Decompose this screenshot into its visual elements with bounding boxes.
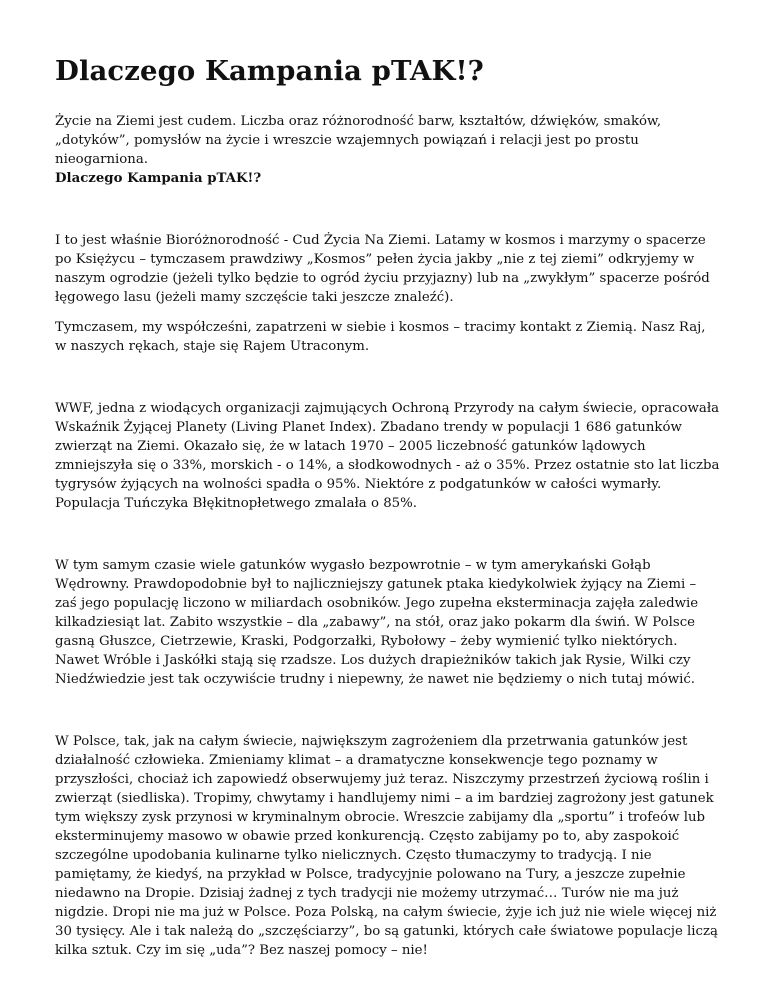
paragraph-human-threat: W Polsce, tak, jak na całym świecie, największym zagrożeniem dla przetrwania gatunków jest działalność człowieka. Zmieniamy klimat – a dramatyczne konsekwencje tego poznamy w przyszłości, chociaż ich zapowiedź obserwujemy już teraz. Niszczymy przestrzeń życiową roślin i zwierząt (siedliska). Tropimy, chwytamy i handlujemy nimi – a im bardziej zagrożony jest gatunek tym większy zysk przynosi w kryminalnym obrocie. Wreszcie zabijamy dla „sportu” i trofeów lub eksterminujemy masowo w obawie przed konkurencją. Często zabijamy po to, aby zaspokoić szczególne upodobania kulinarne tylko nielicznych. Często tłumaczymy to tradycją. I nie pamiętamy, że kiedyś, na przykład w Polsce, tradycyjnie polowano na Tury, a jeszcze zupełnie niedawno na Dropie. Dzisiaj żadnej z tych tradycji nie możemy utrzymać… Turów nie ma już nigdzie. Dropi nie ma już w Polsce. Poza Polską, na całym świecie, żyje ich już nie wiele więcej niż 30 tysięcy. Ale i tak należą do „szczęściarzy”, bo są gatunki, których całe światowe populacje liczą kilka sztuk. Czy im się „uda”? Bez naszej pomocy – nie! xyxy=(55,734,718,958)
paragraph-paradise-lost: Tymczasem, my współcześni, zapatrzeni w siebie i kosmos – tracimy kontakt z Ziemią. Nasz Raj, w naszych rękach, staje się Rajem Utraconym. xyxy=(55,320,706,354)
paragraph-intro: Życie na Ziemi jest cudem. Liczba oraz różnorodność barw, kształtów, dźwięków, smaków, „dotyków”, pomysłów na życie i wreszcie wzajemnych powiązań i relacji jest po prostu nieogarniona. xyxy=(55,114,662,167)
paragraph-biodiversity: I to jest właśnie Bioróżnorodność - Cud Życia Na Ziemi. Latamy w kosmos i marzymy o spacerze po Księżycu – tymczasem prawdziwy „Kosmos” pełen życia jakby „nie z tej ziemi” odkryjemy w naszym ogrodzie (jeżeli tylko będzie to ogród życiu przyjazny) lub na „zwykłym” spacerze pośród łęgowego lasu (jeżeli mamy szczęście taki jeszcze znaleźć). xyxy=(55,233,710,305)
document-page xyxy=(55,48,720,960)
paragraph-extinction: W tym samym czasie wiele gatunków wygasło bezpowrotnie – w tym amerykański Gołąb Wędrowny. Prawdopodobnie był to najliczniejszy gatunek ptaka kiedykolwiek żyjący na Ziemi – zaś jego populację liczono w miliardach osobników. Jego zupełna eksterminacja zajęła zaledwie kilkadziesiąt lat. Zabito wszystkie – dla „zabawy”, na stół, oraz jako pokarm dla świń. W Polsce gasną Głuszce, Cietrzewie, Kraski, Podgorzałki, Rybołowy – żeby wymienić tylko niektórych. Nawet Wróble i Jaskółki stają się rzadsze. Los dużych drapieżników takich jak Rysie, Wilki czy Niedźwiedzie jest tak oczywiście trudny i niepewny, że nawet nie będziemy o nich tutaj mówić. xyxy=(55,558,699,687)
paragraph-wwf: WWF, jedna z wiodących organizacji zajmujących Ochroną Przyrody na całym świecie, opracowała Wskaźnik Żyjącej Planety (Living Planet Index). Zbadano trendy w populacji 1 686 gatunków zwierząt na Ziemi. Okazało się, że w latach 1970 – 2005 liczebność gatunków lądowych zmniejszyła się o 33%, morskich - o 14%, a słodkowodnych - aż o 35%. Przez ostatnie sto lat liczba tygrysów żyjących na wolności spadła o 95%. Niektóre z podgatunków w całości wymarły. Populacja Tuńczyka Błękitnopłetwego zmalała o 85%. xyxy=(55,401,720,511)
document-title: Dlaczego Kampania pTAK!? xyxy=(55,55,484,87)
paragraph-intro-bold: Dlaczego Kampania pTAK!? xyxy=(55,171,262,186)
